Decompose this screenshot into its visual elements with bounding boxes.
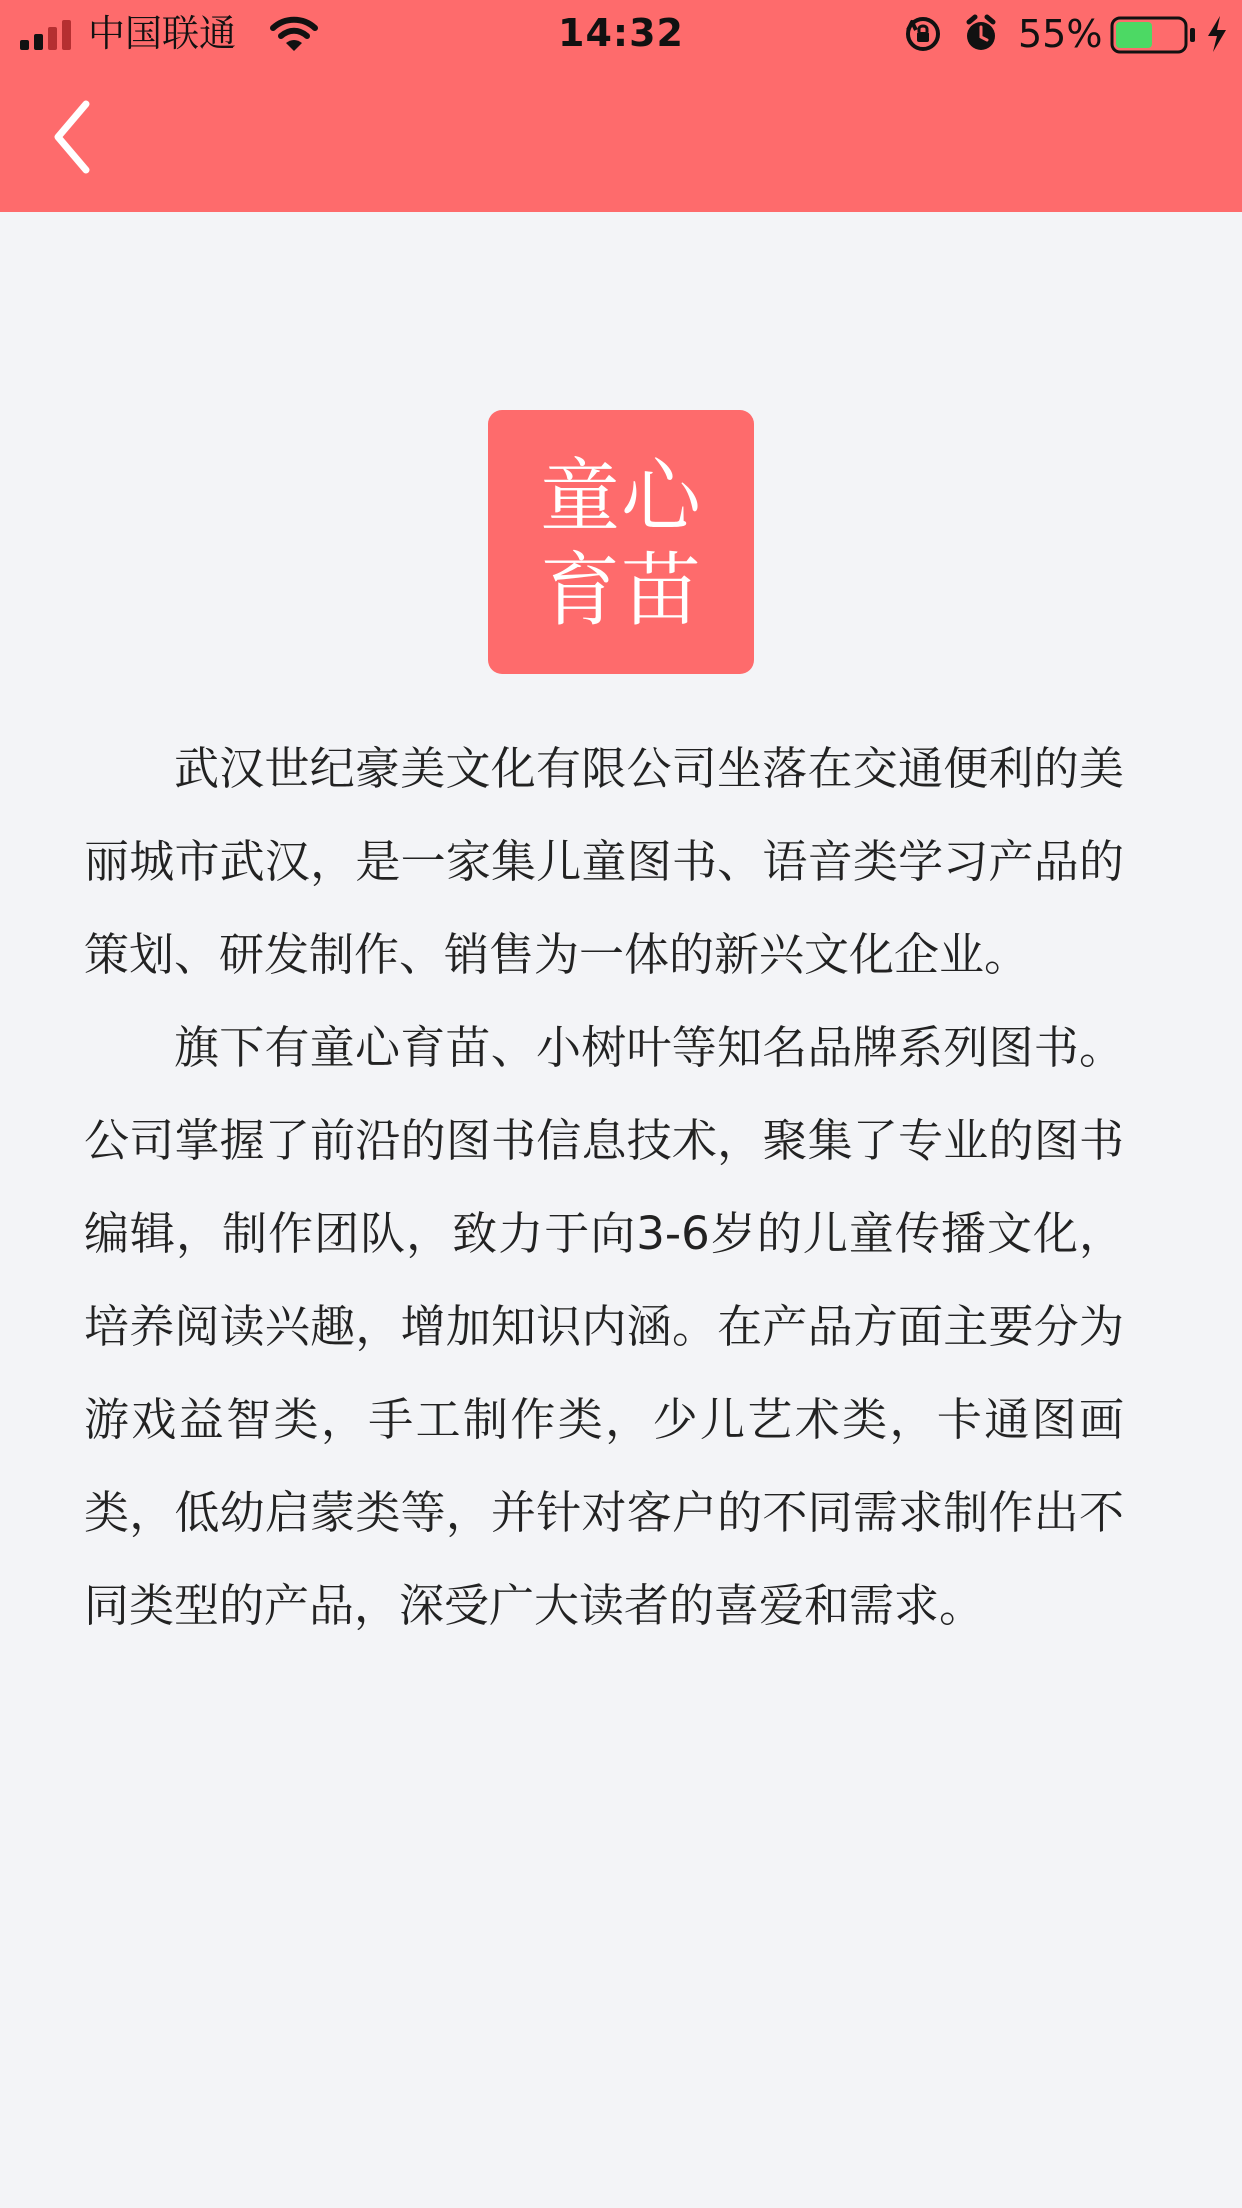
company-introduction	[0, 212, 1242, 2208]
app-header	[0, 0, 1242, 212]
battery-percentage: 55%	[1018, 12, 1103, 56]
chevron-left-icon[interactable]	[46, 96, 98, 178]
logo-text	[488, 450, 754, 638]
company-description	[84, 722, 1124, 1652]
description-paragraph-1: 武汉世纪豪美文化有限公司坐落在交通便利的美丽城市武汉，是一家集儿童图书、语音类学习产品的策划、研发制作、销售为一体的新兴文化企业。	[84, 742, 1124, 981]
orientation-lock-icon	[904, 15, 942, 53]
status-bar	[0, 0, 1242, 66]
battery-icon	[1110, 16, 1198, 54]
carrier-name: 中国联通	[88, 12, 236, 55]
navigation-bar	[0, 66, 1242, 212]
charging-bolt-icon	[1205, 15, 1229, 53]
logo-line-1: 童心	[540, 450, 702, 543]
alarm-icon	[962, 14, 1000, 54]
brand-logo	[488, 410, 754, 674]
status-time: 14:32	[558, 11, 684, 55]
logo-line-2: 育苗	[540, 544, 702, 637]
description-paragraph-2: 旗下有童心育苗、小树叶等知名品牌系列图书。公司掌握了前沿的图书信息技术，聚集了专业的图书编辑，制作团队，致力于向3-6岁的儿童传播文化，培养阅读兴趣，增加知识内涵。在产品方面主要分为游戏益智类，手工制作类，少儿艺术类，卡通图画类，低幼启蒙类等，并针对客户的不同需求制作出不同类型的产品，深受广大读者的喜爱和需求。	[84, 1021, 1124, 1632]
battery-fill	[1116, 22, 1152, 48]
